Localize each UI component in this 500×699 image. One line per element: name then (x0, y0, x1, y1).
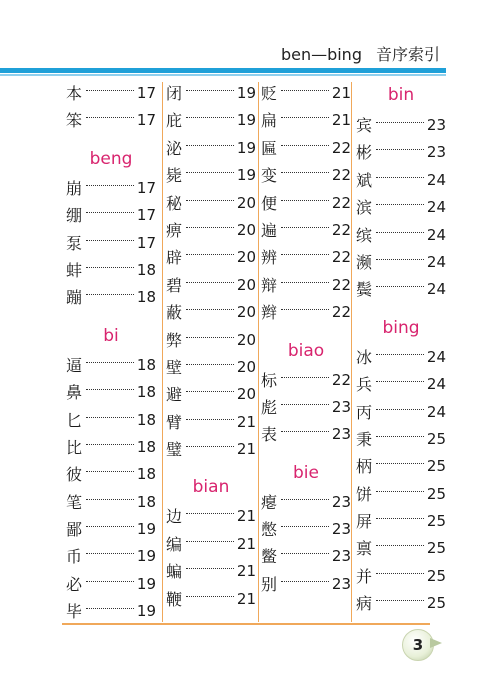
entry-page-number: 25 (426, 566, 446, 585)
index-entry[interactable] (261, 244, 351, 271)
leader-dots (281, 499, 329, 500)
index-column-4 (356, 80, 446, 618)
entry-page-number: 18 (136, 288, 156, 307)
index-entry[interactable] (66, 202, 156, 229)
index-entry[interactable] (356, 222, 446, 249)
leader-dots (281, 145, 329, 146)
entry-character: 闭 (166, 84, 183, 103)
index-entry[interactable] (261, 421, 351, 448)
index-entry[interactable] (356, 426, 446, 453)
entry-character: 鄙 (66, 520, 83, 540)
entry-character: 碧 (166, 275, 183, 295)
index-entry[interactable] (166, 558, 256, 585)
pinyin-heading: bi (103, 325, 119, 346)
leader-dots (86, 444, 134, 445)
index-entry[interactable] (66, 461, 156, 488)
entry-character: 病 (356, 594, 373, 614)
leader-dots (186, 200, 234, 201)
leader-dots (186, 337, 234, 338)
index-entry[interactable] (66, 80, 156, 107)
index-entry[interactable] (166, 107, 256, 134)
leader-dots (186, 227, 234, 228)
index-entry[interactable] (261, 367, 351, 394)
header-title: 音序索引 (375, 45, 440, 64)
index-entry[interactable] (261, 80, 351, 107)
entry-character: 彬 (356, 143, 373, 163)
entry-page-number: 23 (331, 425, 351, 444)
entry-character: 绷 (66, 206, 83, 226)
index-entry[interactable] (356, 535, 446, 562)
leader-dots (281, 282, 329, 283)
page-header (0, 0, 500, 70)
index-entry[interactable] (66, 175, 156, 202)
entry-page-number: 24 (426, 347, 446, 366)
index-entry[interactable] (166, 586, 256, 613)
entry-character: 蝙 (166, 562, 183, 582)
entry-page-number: 20 (236, 220, 256, 239)
leader-dots (86, 117, 134, 118)
entry-page-number: 23 (331, 520, 351, 539)
entry-character: 泵 (66, 233, 83, 253)
entry-character: 泌 (166, 138, 183, 158)
entry-page-number: 17 (136, 84, 156, 102)
index-entry[interactable] (356, 139, 446, 166)
leader-dots (186, 446, 234, 447)
entry-character: 辩 (261, 275, 278, 295)
index-entry[interactable] (66, 516, 156, 543)
header-rule (0, 68, 446, 73)
leader-dots (281, 404, 329, 405)
leader-dots (281, 90, 329, 91)
leader-dots (376, 286, 424, 287)
entry-character: 辫 (261, 303, 278, 323)
index-entry[interactable] (356, 249, 446, 276)
entry-page-number: 21 (331, 84, 351, 102)
entry-character: 屏 (356, 512, 373, 532)
entry-character: 毕 (66, 602, 83, 622)
entry-page-number: 19 (236, 166, 256, 185)
entry-page-number: 20 (236, 193, 256, 212)
index-entry[interactable] (356, 399, 446, 426)
entry-character: 鼻 (66, 383, 83, 403)
entry-character: 币 (66, 547, 83, 567)
entry-character: 憋 (261, 520, 278, 540)
entry-page-number: 21 (236, 534, 256, 553)
entry-page-number: 22 (331, 220, 351, 239)
pinyin-heading: bian (192, 477, 230, 498)
entry-character: 变 (261, 166, 278, 186)
entry-page-number: 21 (236, 589, 256, 608)
leader-dots (376, 149, 424, 150)
pinyin-heading: biao (287, 340, 325, 361)
entry-page-number: 22 (331, 138, 351, 157)
index-column-3 (261, 80, 351, 598)
index-entry[interactable] (261, 190, 351, 217)
leader-dots (281, 377, 329, 378)
entry-page-number: 24 (426, 402, 446, 421)
leader-dots (281, 309, 329, 310)
entry-page-number: 19 (136, 547, 156, 566)
index-entry[interactable] (166, 299, 256, 326)
entry-page-number: 18 (136, 465, 156, 484)
entry-character: 濒 (356, 252, 373, 272)
index-entry[interactable] (66, 598, 156, 625)
entry-page-number: 20 (236, 357, 256, 376)
leader-dots (281, 553, 329, 554)
index-entry[interactable] (66, 230, 156, 257)
index-entry[interactable] (261, 272, 351, 299)
entry-page-number: 21 (331, 111, 351, 130)
index-entry[interactable] (166, 217, 256, 244)
entry-character: 笨 (66, 111, 83, 131)
leader-dots (86, 90, 134, 91)
index-entry[interactable] (261, 217, 351, 244)
leader-dots (186, 172, 234, 173)
pinyin-heading: beng (89, 148, 133, 169)
leader-dots (186, 513, 234, 514)
entry-character: 表 (261, 425, 278, 445)
entry-character: 丙 (356, 402, 373, 422)
entry-character: 缤 (356, 225, 373, 245)
leader-dots (186, 309, 234, 310)
leader-dots (281, 581, 329, 582)
entry-character: 蚌 (66, 260, 83, 280)
index-entry[interactable] (261, 489, 351, 516)
leader-dots (86, 362, 134, 363)
leader-dots (281, 172, 329, 173)
entry-character: 庇 (166, 111, 183, 131)
leader-dots (376, 518, 424, 519)
column-divider (258, 82, 259, 622)
entry-character: 编 (166, 534, 183, 554)
entry-character: 比 (66, 437, 83, 457)
index-entry[interactable] (166, 381, 256, 408)
leader-dots (86, 185, 134, 186)
entry-character: 贬 (261, 84, 278, 103)
entry-page-number: 21 (236, 440, 256, 459)
entry-character: 彼 (66, 465, 83, 485)
entry-character: 边 (166, 507, 183, 527)
index-entry[interactable] (66, 352, 156, 379)
index-entry[interactable] (356, 276, 446, 303)
entry-page-number: 24 (426, 252, 446, 271)
entry-page-number: 18 (136, 437, 156, 456)
leader-dots (86, 240, 134, 241)
leader-dots (86, 389, 134, 390)
column-divider (162, 82, 163, 622)
entry-character: 鬓 (356, 280, 373, 300)
leader-dots (376, 573, 424, 574)
leader-dots (186, 568, 234, 569)
entry-page-number: 18 (136, 410, 156, 429)
entry-page-number: 18 (136, 492, 156, 511)
entry-page-number: 20 (236, 330, 256, 349)
index-entry[interactable] (261, 394, 351, 421)
leader-dots (376, 463, 424, 464)
entry-character: 弊 (166, 330, 183, 350)
index-column-2 (166, 80, 256, 613)
index-entry[interactable] (66, 434, 156, 461)
index-entry[interactable] (66, 571, 156, 598)
entry-page-number: 20 (236, 303, 256, 322)
entry-character: 毙 (166, 166, 183, 186)
index-entry[interactable] (66, 407, 156, 434)
index-entry[interactable] (166, 327, 256, 354)
index-entry[interactable] (166, 272, 256, 299)
entry-page-number: 17 (136, 206, 156, 225)
entry-character: 鞭 (166, 589, 183, 609)
index-entry[interactable] (356, 453, 446, 480)
index-entry[interactable] (166, 135, 256, 162)
entry-character: 便 (261, 193, 278, 213)
index-entry[interactable] (66, 543, 156, 570)
entry-page-number: 19 (236, 84, 256, 102)
entry-character: 柄 (356, 457, 373, 477)
leader-dots (86, 267, 134, 268)
entry-character: 斌 (356, 170, 373, 190)
leader-dots (281, 227, 329, 228)
entry-page-number: 25 (426, 484, 446, 503)
entry-character: 遍 (261, 220, 278, 240)
entry-character: 扁 (261, 111, 278, 131)
leader-dots (86, 499, 134, 500)
entry-page-number: 17 (136, 111, 156, 130)
leader-dots (186, 117, 234, 118)
index-entry[interactable] (66, 257, 156, 284)
entry-page-number: 22 (331, 248, 351, 267)
entry-character: 宾 (356, 116, 373, 135)
entry-page-number: 25 (426, 512, 446, 531)
entry-page-number: 17 (136, 233, 156, 252)
entry-page-number: 19 (136, 520, 156, 539)
entry-character: 辟 (166, 248, 183, 268)
index-entry[interactable] (356, 344, 446, 371)
leader-dots (376, 436, 424, 437)
header-range: ben—bing (280, 45, 362, 64)
entry-page-number: 17 (136, 178, 156, 197)
index-entry[interactable] (166, 503, 256, 530)
index-entry[interactable] (261, 543, 351, 570)
leader-dots (376, 204, 424, 205)
index-entry[interactable] (66, 107, 156, 134)
leader-dots (86, 608, 134, 609)
entry-character: 笔 (66, 492, 83, 512)
entry-character: 匕 (66, 410, 83, 430)
entry-page-number: 25 (426, 539, 446, 558)
entry-character: 逼 (66, 355, 83, 375)
leader-dots (281, 254, 329, 255)
entry-character: 匾 (261, 138, 278, 158)
header-text (281, 42, 440, 65)
entry-character: 蔽 (166, 303, 183, 323)
index-entry[interactable] (261, 107, 351, 134)
entry-page-number: 22 (331, 275, 351, 294)
entry-character: 秘 (166, 193, 183, 213)
leader-dots (186, 391, 234, 392)
entry-character: 辨 (261, 248, 278, 268)
entry-character: 崩 (66, 178, 83, 198)
index-entry[interactable] (166, 162, 256, 189)
entry-page-number: 25 (426, 429, 446, 448)
leader-dots (281, 431, 329, 432)
entry-character: 壁 (166, 357, 183, 377)
entry-page-number: 22 (331, 303, 351, 322)
index-entry[interactable] (166, 409, 256, 436)
page-badge-arrow (430, 636, 446, 650)
entry-page-number: 22 (331, 370, 351, 389)
entry-character: 鳖 (261, 547, 278, 567)
leader-dots (281, 117, 329, 118)
entry-character: 秉 (356, 429, 373, 449)
entry-page-number: 23 (331, 547, 351, 566)
entry-page-number: 19 (236, 138, 256, 157)
leader-dots (376, 354, 424, 355)
entry-page-number: 19 (236, 111, 256, 130)
entry-page-number: 24 (426, 225, 446, 244)
entry-page-number: 23 (331, 492, 351, 511)
index-entry[interactable] (356, 563, 446, 590)
index-entry[interactable] (66, 379, 156, 406)
leader-dots (376, 122, 424, 123)
entry-page-number: 25 (426, 457, 446, 476)
index-entry[interactable] (166, 531, 256, 558)
index-entry[interactable] (261, 571, 351, 598)
leader-dots (86, 526, 134, 527)
entry-page-number: 25 (426, 594, 446, 613)
entry-page-number: 24 (426, 198, 446, 217)
index-entry[interactable] (166, 354, 256, 381)
column-divider (351, 82, 352, 622)
leader-dots (376, 409, 424, 410)
entry-character: 痹 (166, 220, 183, 240)
leader-dots (186, 282, 234, 283)
index-entry[interactable] (356, 481, 446, 508)
entry-character: 冰 (356, 347, 373, 367)
pinyin-heading: bin (387, 85, 415, 105)
entry-character: 必 (66, 574, 83, 594)
leader-dots (376, 232, 424, 233)
entry-page-number: 18 (136, 383, 156, 402)
entry-character: 别 (261, 574, 278, 594)
leader-dots (86, 581, 134, 582)
entry-character: 滨 (356, 198, 373, 218)
leader-dots (86, 212, 134, 213)
index-entry[interactable] (166, 190, 256, 217)
entry-page-number: 18 (136, 355, 156, 374)
index-entry[interactable] (66, 489, 156, 516)
index-entry[interactable] (261, 135, 351, 162)
entry-page-number: 22 (331, 193, 351, 212)
index-entry[interactable] (356, 194, 446, 221)
index-entry[interactable] (356, 590, 446, 617)
entry-page-number: 21 (236, 412, 256, 431)
leader-dots (281, 200, 329, 201)
entry-page-number: 20 (236, 275, 256, 294)
index-entry[interactable] (261, 299, 351, 326)
leader-dots (186, 145, 234, 146)
pinyin-heading: bie (293, 462, 319, 483)
index-column-1 (66, 80, 156, 626)
index-entry[interactable] (356, 371, 446, 398)
entry-page-number: 20 (236, 385, 256, 404)
entry-page-number: 19 (136, 574, 156, 593)
entry-character: 禀 (356, 539, 373, 559)
entry-page-number: 23 (426, 116, 446, 134)
leader-dots (186, 364, 234, 365)
leader-dots (186, 596, 234, 597)
leader-dots (376, 600, 424, 601)
page-number-badge: 3 (402, 629, 434, 661)
leader-dots (86, 294, 134, 295)
index-entry[interactable] (166, 244, 256, 271)
entry-page-number: 24 (426, 170, 446, 189)
index-entry[interactable] (356, 508, 446, 535)
leader-dots (186, 254, 234, 255)
leader-dots (186, 541, 234, 542)
entry-page-number: 19 (136, 602, 156, 621)
entry-page-number: 23 (331, 397, 351, 416)
leader-dots (376, 177, 424, 178)
entry-character: 臂 (166, 412, 183, 432)
entry-character: 并 (356, 566, 373, 586)
entry-character: 本 (66, 84, 83, 103)
entry-character: 兵 (356, 375, 373, 395)
index-entry[interactable] (261, 516, 351, 543)
entry-character: 避 (166, 385, 183, 405)
leader-dots (376, 491, 424, 492)
entry-page-number: 20 (236, 248, 256, 267)
leader-dots (186, 419, 234, 420)
index-entry[interactable] (166, 80, 256, 107)
entry-page-number: 24 (426, 280, 446, 299)
leader-dots (281, 526, 329, 527)
entry-character: 璧 (166, 440, 183, 460)
header-rule-light (0, 74, 446, 76)
index-entry[interactable] (166, 436, 256, 463)
entry-character: 标 (261, 370, 278, 390)
index-entry[interactable] (66, 284, 156, 311)
entry-character: 瘪 (261, 492, 278, 512)
entry-page-number: 18 (136, 260, 156, 279)
index-entry[interactable] (356, 167, 446, 194)
leader-dots (376, 259, 424, 260)
index-entry[interactable] (261, 162, 351, 189)
entry-page-number: 23 (426, 143, 446, 162)
leader-dots (86, 417, 134, 418)
entry-page-number: 21 (236, 562, 256, 581)
entry-page-number: 23 (331, 574, 351, 593)
leader-dots (186, 90, 234, 91)
entry-character: 蹦 (66, 288, 83, 308)
leader-dots (86, 553, 134, 554)
entry-page-number: 22 (331, 166, 351, 185)
leader-dots (376, 545, 424, 546)
index-entry[interactable] (356, 112, 446, 139)
entry-character: 饼 (356, 484, 373, 504)
entry-character: 彪 (261, 397, 278, 417)
pinyin-heading: bing (382, 317, 420, 338)
footer-rule (62, 623, 430, 625)
entry-page-number: 24 (426, 375, 446, 394)
leader-dots (376, 381, 424, 382)
entry-page-number: 21 (236, 507, 256, 526)
leader-dots (86, 471, 134, 472)
